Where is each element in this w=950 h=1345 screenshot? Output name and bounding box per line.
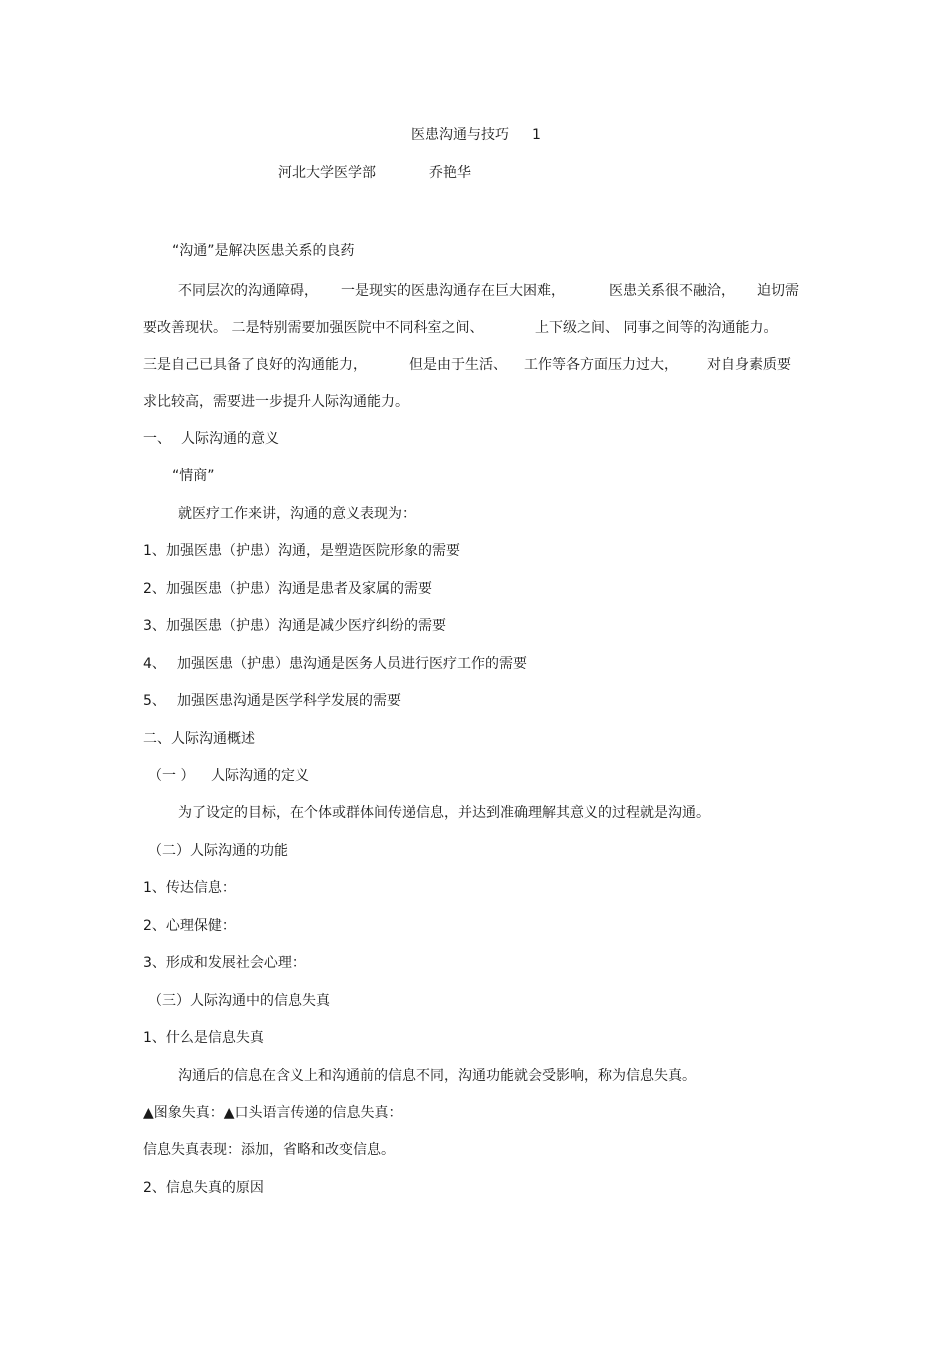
section-1-number: 一、 bbox=[143, 431, 171, 447]
title-number: 1 bbox=[532, 127, 541, 143]
list-item-number: 4、 bbox=[143, 656, 166, 672]
subsection-3-heading: （三）人际沟通中的信息失真 bbox=[148, 993, 330, 1009]
function-item: 3、形成和发展社会心理： bbox=[143, 955, 306, 971]
intro-heading: “沟通”是解决医患关系的良药 bbox=[172, 243, 355, 259]
document-title bbox=[411, 125, 541, 145]
list-item bbox=[143, 691, 401, 711]
intro-line-1-d: 迫切需 bbox=[757, 283, 799, 299]
intro-line-1-c: 医患关系很不融洽， bbox=[609, 283, 735, 299]
intro-line-2 bbox=[0, 318, 778, 338]
list-item bbox=[143, 654, 527, 674]
intro-line-4: 求比较高，需要进一步提升人际沟通能力。 bbox=[143, 394, 409, 410]
definition-text: 为了设定的目标，在个体或群体间传递信息，并达到准确理解其意义的过程就是沟通。 bbox=[178, 805, 710, 821]
distortion-types: ▲图象失真：▲口头语言传递的信息失真： bbox=[143, 1105, 403, 1121]
function-item: 2、心理保健： bbox=[143, 918, 236, 934]
list-item-number: 1、 bbox=[143, 543, 166, 559]
section-1-lead: 就医疗工作来讲，沟通的意义表现为： bbox=[178, 506, 416, 522]
list-item-text: 加强医患（护患）沟通是减少医疗纠纷的需要 bbox=[166, 618, 446, 634]
question-1: 1、什么是信息失真 bbox=[143, 1030, 264, 1046]
list-item-text: 加强医患（护患）患沟通是医务人员进行医疗工作的需要 bbox=[177, 656, 527, 672]
intro-line-1-b: 一是现实的医患沟通存在巨大困难， bbox=[341, 283, 565, 299]
list-item-number: 3、 bbox=[143, 618, 166, 634]
intro-line-1-a: 不同层次的沟通障碍， bbox=[178, 283, 318, 299]
list-item-text: 加强医患沟通是医学科学发展的需要 bbox=[177, 693, 401, 709]
list-item-text: 加强医患（护患）沟通，是塑造医院形象的需要 bbox=[166, 543, 460, 559]
list-item bbox=[143, 616, 446, 636]
author-line bbox=[278, 163, 471, 183]
author-affiliation: 河北大学医学部 bbox=[278, 165, 376, 181]
title-text: 医患沟通与技巧 bbox=[411, 127, 509, 143]
function-item: 1、传达信息： bbox=[143, 880, 236, 896]
list-item bbox=[143, 541, 460, 561]
author-name: 乔艳华 bbox=[429, 165, 471, 181]
subsection-1-heading bbox=[148, 766, 309, 786]
subsection-1-label: （一 ） bbox=[148, 768, 195, 784]
list-item-number: 2、 bbox=[143, 581, 166, 597]
distortion-manifest: 信息失真表现：添加，省略和改变信息。 bbox=[143, 1142, 395, 1158]
section-2-heading: 二、人际沟通概述 bbox=[143, 731, 255, 747]
question-1-body: 沟通后的信息在含义上和沟通前的信息不同，沟通功能就会受影响，称为信息失真。 bbox=[178, 1068, 696, 1084]
intro-line-1 bbox=[0, 281, 799, 301]
eq-term: “情商” bbox=[172, 468, 215, 484]
list-item bbox=[143, 579, 432, 599]
intro-line-2-a: 要改善现状。 二是特别需要加强医院中不同科室之间、 bbox=[143, 320, 484, 336]
intro-line-2-b: 上下级之间、 同事之间等的沟通能力。 bbox=[535, 320, 778, 336]
intro-line-3 bbox=[0, 355, 791, 375]
list-item-text: 加强医患（护患）沟通是患者及家属的需要 bbox=[166, 581, 432, 597]
intro-line-3-d: 对自身素质要 bbox=[707, 357, 791, 373]
question-2: 2、信息失真的原因 bbox=[143, 1180, 264, 1196]
intro-line-3-b: 但是由于生活、 bbox=[409, 357, 507, 373]
intro-line-3-c: 工作等各方面压力过大， bbox=[524, 357, 678, 373]
subsection-2-heading: （二）人际沟通的功能 bbox=[148, 843, 288, 859]
list-item-number: 5、 bbox=[143, 693, 166, 709]
subsection-1-title: 人际沟通的定义 bbox=[211, 768, 309, 784]
intro-line-3-a: 三是自己已具备了良好的沟通能力， bbox=[143, 357, 367, 373]
section-1-title: 人际沟通的意义 bbox=[181, 431, 279, 447]
section-1-heading bbox=[143, 429, 279, 449]
